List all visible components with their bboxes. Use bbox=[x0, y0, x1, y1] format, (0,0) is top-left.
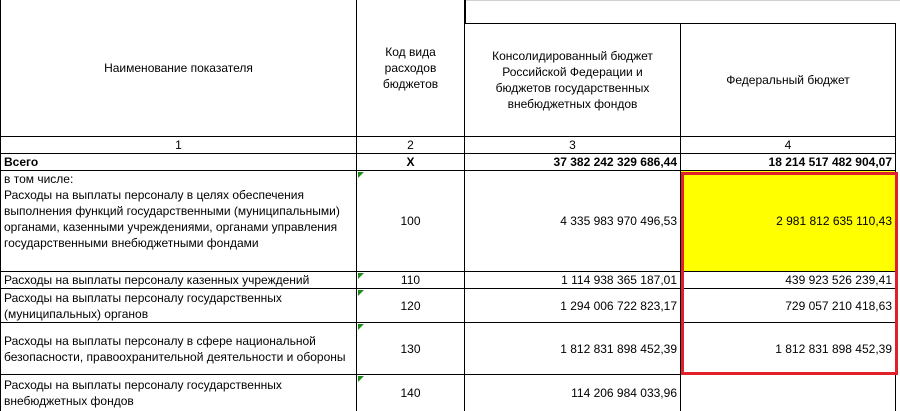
header-indicator-name-text: Наименование показателя bbox=[104, 61, 253, 75]
row-110-federal-text: 439 923 526 239,41 bbox=[785, 273, 892, 287]
row-120-code[interactable] bbox=[357, 289, 465, 323]
row-130-consolidated-text: 1 812 831 898 452,39 bbox=[560, 341, 677, 356]
row-120-name-text: Расходы на выплаты персоналу государственных (муниципальных) органов bbox=[4, 290, 282, 321]
row-120-federal[interactable] bbox=[681, 289, 896, 323]
row-140-federal[interactable] bbox=[681, 375, 896, 411]
row-130-consolidated[interactable] bbox=[465, 323, 681, 375]
header-federal-budget-text: Федеральный бюджет bbox=[726, 73, 850, 87]
row-140-code-text: 140 bbox=[400, 386, 421, 400]
error-marker-icon bbox=[358, 324, 364, 330]
row-total-consolidated-text: 37 382 242 329 686,44 bbox=[553, 155, 677, 169]
row-100-consolidated-text: 4 335 983 970 496,53 bbox=[560, 214, 677, 228]
row-100-name-text: в том числе: Расходы на выплаты персоналу в целях обеспечения выполнения функций государственными (муниципальными) органами, казенными учреждениями, органами управления государственными внебюджетными фондами bbox=[4, 172, 340, 250]
row-120-federal-text: 729 057 210 418,63 bbox=[785, 298, 892, 313]
row-120-consolidated-text: 1 294 006 722 823,17 bbox=[560, 298, 677, 313]
error-marker-icon bbox=[358, 290, 364, 296]
colnum-4[interactable] bbox=[681, 137, 896, 154]
colnum-3-text: 3 bbox=[569, 138, 576, 152]
row-100-name[interactable] bbox=[0, 171, 357, 272]
row-100-federal[interactable] bbox=[681, 171, 896, 272]
colnum-2-text: 2 bbox=[407, 138, 414, 152]
row-120-name[interactable] bbox=[0, 289, 357, 323]
row-130-name-text: Расходы на выплаты персоналу в сфере национальной безопасности, правоохранительной деятельности и обороны bbox=[4, 333, 346, 364]
row-140-code[interactable] bbox=[357, 375, 465, 411]
row-110-name[interactable] bbox=[0, 272, 357, 289]
row-140-name[interactable] bbox=[0, 375, 357, 411]
header-consolidated-budget-text: Консолидированный бюджет Российской Федерации и бюджетов государственных внебюджетных фондов bbox=[492, 49, 653, 111]
row-100-consolidated[interactable] bbox=[465, 171, 681, 272]
header-subline bbox=[465, 23, 896, 24]
colnum-4-text: 4 bbox=[784, 138, 792, 152]
header-federal-budget[interactable] bbox=[681, 24, 896, 137]
header-expense-code-text: Код вида расходов бюджетов bbox=[382, 45, 439, 91]
row-110-name-text: Расходы на выплаты персоналу казенных учреждений bbox=[4, 273, 310, 287]
row-110-code[interactable] bbox=[357, 272, 465, 289]
row-120-code-text: 120 bbox=[400, 298, 421, 313]
row-120-consolidated[interactable] bbox=[465, 289, 681, 323]
error-marker-icon bbox=[358, 376, 364, 382]
error-marker-icon bbox=[358, 172, 364, 178]
row-110-federal[interactable] bbox=[681, 272, 896, 289]
error-marker-icon bbox=[358, 273, 364, 279]
row-total-name[interactable] bbox=[0, 154, 357, 171]
row-130-name[interactable] bbox=[0, 323, 357, 375]
row-100-code[interactable] bbox=[357, 171, 465, 272]
row-130-code-text: 130 bbox=[400, 341, 421, 356]
colnum-2[interactable] bbox=[357, 137, 465, 154]
row-total-federal-text: 18 214 517 482 904,07 bbox=[768, 155, 892, 169]
row-140-consolidated[interactable] bbox=[465, 375, 681, 411]
row-100-code-text: 100 bbox=[400, 214, 421, 228]
row-110-consolidated[interactable] bbox=[465, 272, 681, 289]
header-consolidated-budget[interactable] bbox=[465, 24, 681, 137]
header-indicator-name[interactable] bbox=[0, 0, 357, 137]
row-total-code[interactable] bbox=[357, 154, 465, 171]
colnum-3[interactable] bbox=[465, 137, 681, 154]
header-expense-code[interactable] bbox=[357, 0, 465, 137]
row-total-name-text: Всего bbox=[4, 155, 39, 169]
row-total-code-text: X bbox=[406, 155, 415, 169]
row-130-federal[interactable] bbox=[681, 323, 896, 375]
row-130-code[interactable] bbox=[357, 323, 465, 375]
row-100-federal-text: 2 981 812 635 110,43 bbox=[776, 214, 892, 228]
header-left-divider bbox=[465, 0, 466, 24]
row-140-consolidated-text: 114 206 984 033,96 bbox=[571, 386, 677, 400]
row-total-consolidated[interactable] bbox=[465, 154, 681, 171]
row-140-name-text: Расходы на выплаты персоналу государственных внебюджетных фондов bbox=[4, 378, 282, 408]
colnum-1-text: 1 bbox=[175, 138, 182, 152]
top-border-line bbox=[465, 0, 900, 1]
colnum-1[interactable] bbox=[0, 137, 357, 154]
row-110-code-text: 110 bbox=[400, 273, 421, 287]
row-130-federal-text: 1 812 831 898 452,39 bbox=[775, 341, 892, 356]
row-total-federal[interactable] bbox=[681, 154, 896, 171]
row-110-consolidated-text: 1 114 938 365 187,01 bbox=[561, 273, 677, 287]
